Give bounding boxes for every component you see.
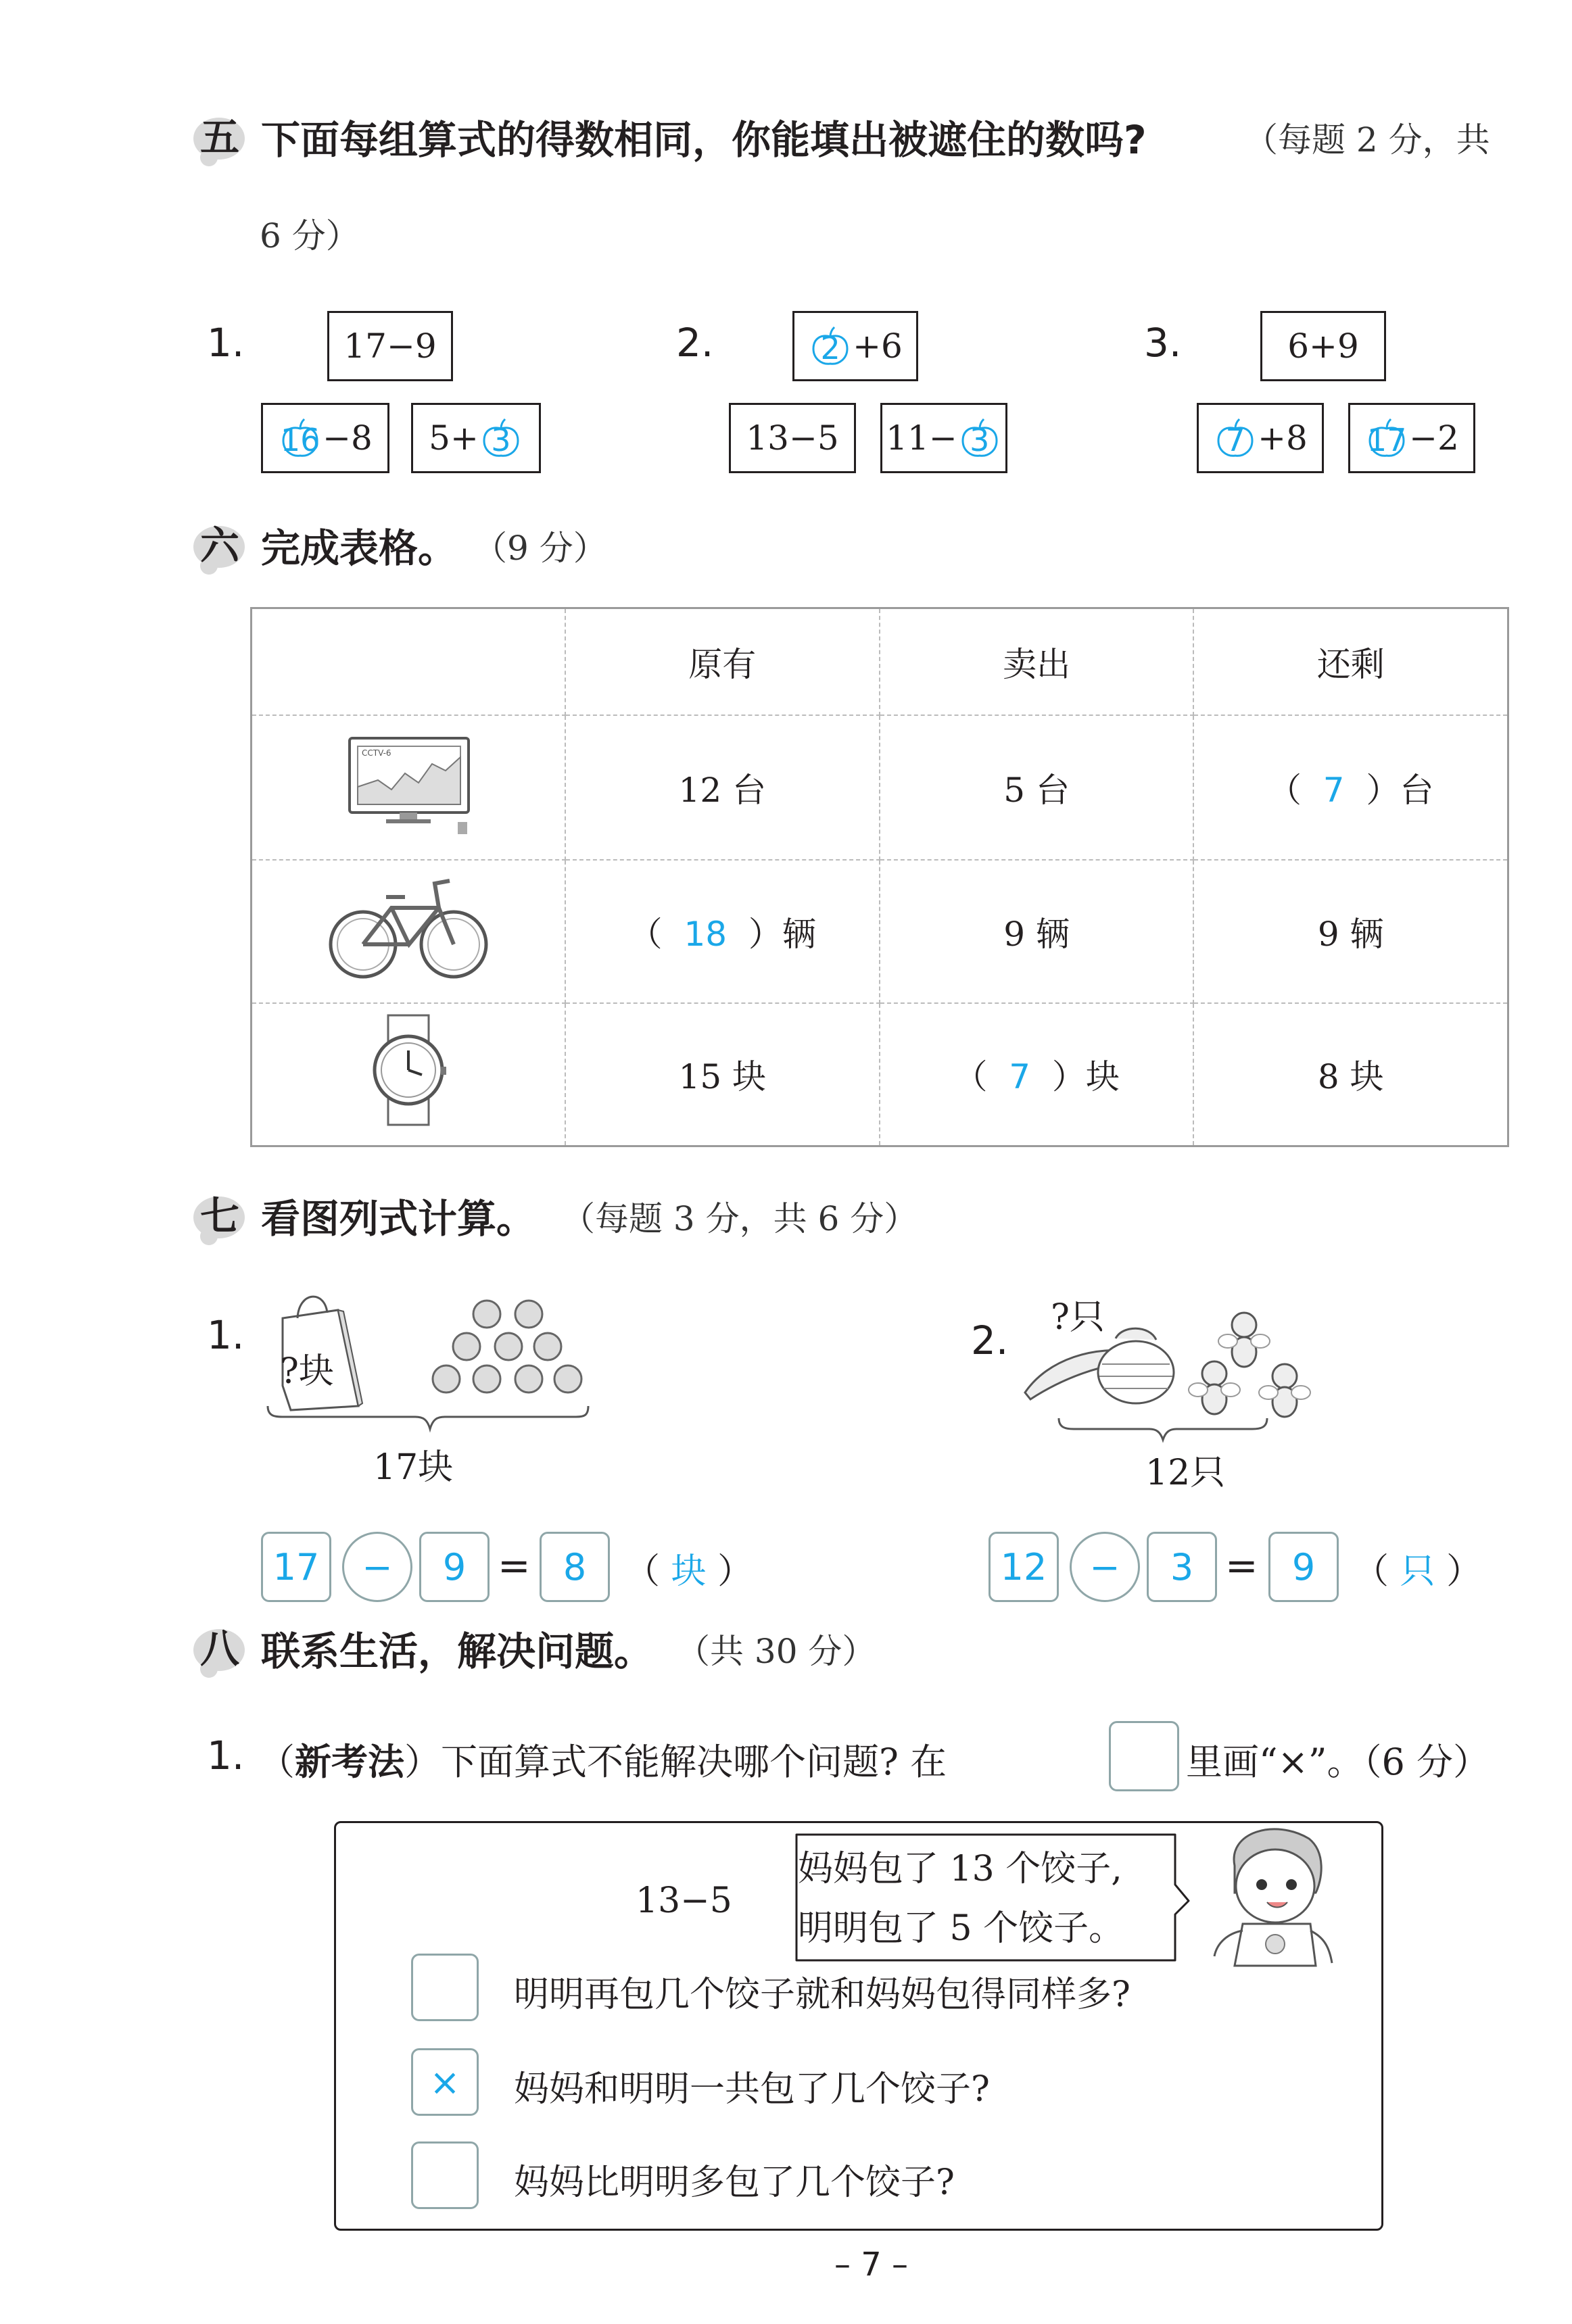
apple-icon: 3 [479, 418, 523, 458]
answer-value: 7 [1323, 770, 1345, 810]
option-checkbox[interactable]: × [411, 2048, 479, 2116]
apple-icon: 2 [808, 326, 853, 366]
table-cell: （ 7 ）台 [1193, 715, 1508, 860]
section-title: 联系生活，解决问题。 [261, 1628, 654, 1674]
section-score: （每题 3 分，共 6 分） [561, 1199, 918, 1238]
section-title: 看图列式计算。 [261, 1196, 536, 1242]
table-cell: 5 台 [880, 715, 1194, 860]
svg-text:CCTV-6: CCTV-6 [361, 748, 391, 758]
equation-box: 13−5 [729, 403, 856, 473]
section-badge [193, 114, 246, 166]
new-method-tag: 新考法 [295, 1740, 404, 1783]
table-header-cell [252, 608, 565, 715]
equation-box: 16 −8 [261, 403, 389, 473]
table-cell: 15 块 [565, 1003, 880, 1146]
equation-box: 7 +8 [1197, 403, 1324, 473]
question-number: 2. [971, 1317, 1009, 1363]
question-number: 1. [207, 1733, 245, 1778]
question-number: 1. [207, 320, 245, 366]
tv-icon [252, 715, 565, 860]
equation-box: 17 −2 [1348, 403, 1475, 473]
operator-circle: − [1070, 1532, 1140, 1602]
section-badge [193, 522, 246, 575]
section-badge [193, 1192, 246, 1245]
option-text: 妈妈和明明一共包了几个饺子? [514, 2069, 990, 2110]
equation-box: 11− 3 [880, 403, 1007, 473]
question-number: 3. [1144, 320, 1182, 366]
section-title: 完成表格。 [261, 525, 458, 571]
bag-label: ?块 [280, 1351, 334, 1392]
equals-sign: = [1225, 1543, 1258, 1589]
equation-box: 5+ 3 [411, 403, 541, 473]
top-label: ?只 [1051, 1297, 1105, 1338]
table-cell: 8 块 [1193, 1003, 1508, 1146]
bicycle-icon [252, 860, 565, 1003]
table-row [252, 1003, 1508, 1146]
operator-circle: − [342, 1532, 412, 1602]
answer-box: 9 [1268, 1532, 1339, 1602]
option-checkbox[interactable] [411, 2141, 479, 2209]
question-text: （新考法）下面算式不能解决哪个问题? 在 [258, 1740, 947, 1783]
total-label: 12只 [1145, 1453, 1226, 1493]
unit-paren: （ 块 ） [625, 1551, 753, 1592]
answer-box: 9 [419, 1532, 490, 1602]
answer-box: 8 [540, 1532, 610, 1602]
table-row [252, 860, 1508, 1003]
section-score: （9 分） [473, 529, 607, 568]
option-text: 妈妈比明明多包了几个饺子? [514, 2162, 955, 2203]
watch-icon [252, 1003, 565, 1146]
section-score: （共 30 分） [676, 1632, 876, 1671]
equation-box: 6+9 [1260, 311, 1386, 381]
section-number: 五 [200, 114, 240, 160]
section-number: 六 [200, 523, 240, 568]
table-cell: （ 7 ）块 [880, 1003, 1194, 1146]
equation-box: 17−9 [327, 311, 453, 381]
bubble-line-1: 妈妈包了 13 个饺子, [798, 1849, 1122, 1889]
question-text-cont: 里画“×”。（6 分） [1186, 1741, 1490, 1783]
example-blank-box [1109, 1721, 1179, 1791]
equals-sign: = [498, 1543, 531, 1589]
answer-value: 7 [1009, 1057, 1031, 1097]
equation-box: 2 +6 [792, 311, 918, 381]
section-number: 七 [200, 1193, 240, 1239]
apple-icon: 17 [1364, 418, 1409, 458]
apple-icon: 7 [1213, 418, 1258, 458]
question-number: 2. [676, 320, 714, 366]
bubble-line-2: 明明包了 5 个饺子。 [798, 1908, 1124, 1949]
section-score: （每题 2 分，共 [1244, 120, 1490, 160]
section-number: 八 [200, 1626, 240, 1672]
table-cell: 9 辆 [1193, 860, 1508, 1003]
option-checkbox[interactable] [411, 1954, 479, 2021]
section-score-cont: 6 分） [260, 216, 360, 256]
section-title: 下面每组算式的得数相同，你能填出被遮住的数吗? [261, 117, 1147, 163]
formula: 13−5 [636, 1881, 732, 1921]
apple-icon: 16 [278, 418, 323, 458]
table-row [252, 715, 1508, 860]
table-header-cell: 还剩 [1193, 608, 1508, 715]
data-table [250, 607, 1509, 1147]
boy-illustration [1208, 1818, 1343, 1974]
apple-icon: 3 [957, 418, 1002, 458]
table-header-cell: 原有 [565, 608, 880, 715]
table-cell: （ 18 ）辆 [565, 860, 880, 1003]
total-label: 17块 [373, 1447, 454, 1488]
table-cell: 12 台 [565, 715, 880, 860]
option-text: 明明再包几个饺子就和妈妈包得同样多? [514, 1975, 1130, 2015]
table-header-cell: 卖出 [880, 608, 1194, 715]
answer-value: 18 [684, 914, 728, 954]
answer-box: 12 [989, 1532, 1059, 1602]
page-number: – 7 – [834, 2246, 909, 2283]
section-badge [193, 1625, 246, 1678]
question-number: 1. [207, 1312, 245, 1358]
answer-box: 3 [1147, 1532, 1217, 1602]
answer-box: 17 [261, 1532, 331, 1602]
unit-paren: （ 只 ） [1354, 1551, 1482, 1592]
table-cell: 9 辆 [880, 860, 1194, 1003]
